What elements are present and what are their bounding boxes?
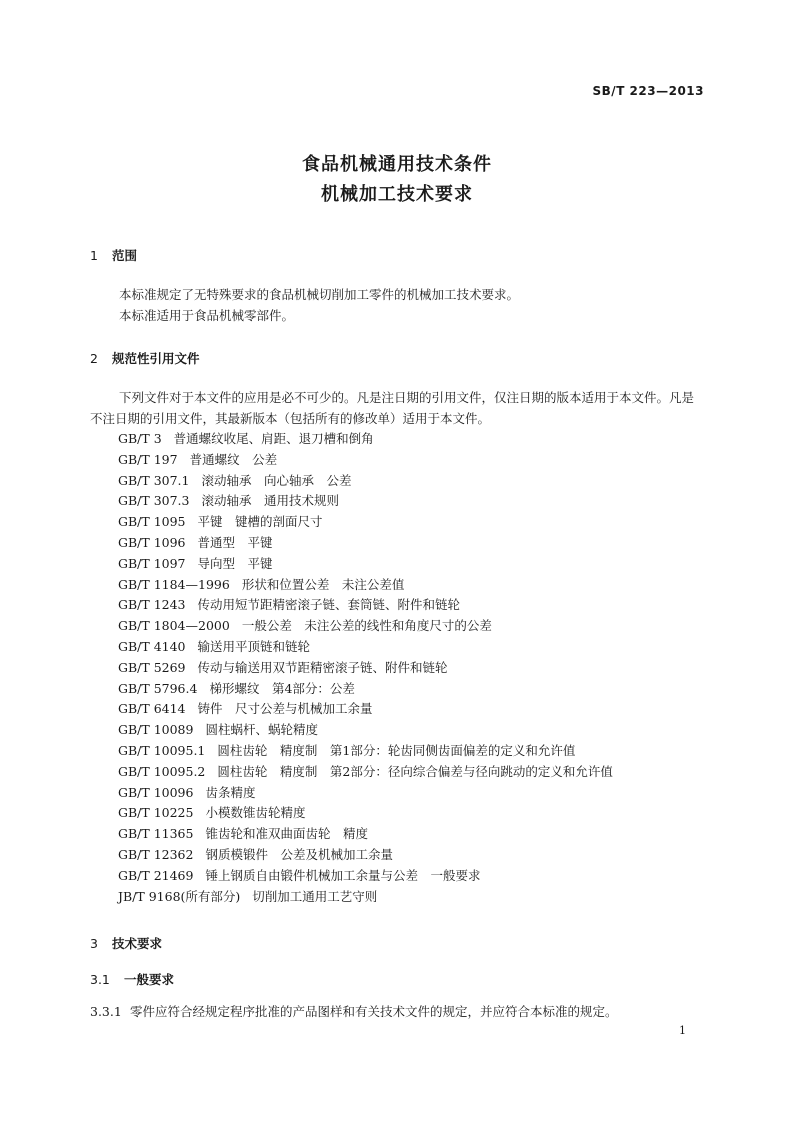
references-intro: 下列文件对于本文件的应用是必不可少的。凡是注日期的引用文件，仅注日期的版本适用于本文件。凡是不注日期的引用文件，其最新版本（包括所有的修改单）适用于本文件。 [90,390,695,426]
reference-code: GB/T 307.1 [118,472,190,488]
reference-code: GB/T 3 [118,431,162,446]
reference-code: GB/T 10225 [118,805,194,821]
reference-code: JB/T 9168(所有部分) [118,888,241,904]
reference-title: 锥齿轮和准双曲面齿轮 精度 [205,826,368,842]
reference-code: GB/T 5269 [118,659,186,675]
reference-code: GB/T 6414 [118,701,186,717]
reference-code: GB/T 12362 [118,846,194,862]
reference-item [118,824,613,845]
reference-item [118,637,613,658]
reference-title: 圆柱齿轮 精度制 第2部分：径向综合偏差与径向跳动的定义和允许值 [217,763,613,779]
reference-title: 形状和位置公差 未注公差值 [241,576,405,592]
reference-code: GB/T 10096 [118,784,194,800]
reference-item [118,679,613,700]
section-number: 2 [90,351,98,366]
reference-code: GB/T 10095.1 [118,742,206,758]
section-number: 1 [90,248,98,263]
reference-code: GB/T 1243 [118,597,186,613]
document-code: SB/T 223—2013 [592,84,704,98]
reference-item [118,845,613,866]
reference-title: 滚动轴承 通用技术规则 [201,493,339,509]
reference-title: 传动用短节距精密滚子链、套筒链、附件和链轮 [197,597,461,613]
reference-title: 一般公差 未注公差的线性和角度尺寸的公差 [241,618,492,634]
reference-title: 输送用平顶链和链轮 [197,638,311,654]
reference-code: GB/T 197 [118,451,178,467]
section-number: 3 [90,936,98,951]
reference-title: 圆柱蜗杆、蜗轮精度 [205,722,318,738]
reference-item [118,887,613,908]
reference-item [118,803,613,824]
reference-code: GB/T 307.3 [118,493,190,509]
section-title: 范围 [112,248,138,263]
reference-item [118,512,613,533]
reference-item [118,762,613,783]
reference-item [118,595,613,616]
reference-item [118,658,613,679]
reference-title: 导向型 平键 [197,555,273,571]
reference-code: GB/T 1095 [118,514,186,530]
section-title: 规范性引用文件 [112,351,200,366]
section-title: 技术要求 [112,936,163,951]
section-1-heading [90,246,137,264]
reference-code: GB/T 10089 [118,722,194,738]
subsection-3-1-heading [90,970,174,988]
reference-item [118,699,613,720]
reference-code: GB/T 1184—1996 [118,576,230,592]
reference-code: GB/T 4140 [118,638,186,654]
clause-3-3-1 [90,1002,618,1020]
scope-paragraph-1: 本标准规定了无特殊要求的食品机械切削加工零件的机械加工技术要求。 [119,287,520,302]
reference-item [118,554,613,575]
reference-title: 小模数锥齿轮精度 [205,805,306,821]
reference-list [118,429,613,907]
reference-code: GB/T 1097 [118,555,186,571]
reference-item [118,533,613,554]
document-title-line1: 食品机械通用技术条件 [302,154,492,175]
reference-item [118,491,613,512]
reference-title: 圆柱齿轮 精度制 第1部分：轮齿同侧齿面偏差的定义和允许值 [217,742,576,758]
reference-item [118,866,613,887]
reference-title: 梯形螺纹 第4部分：公差 [209,680,355,696]
reference-title: 切削加工通用工艺守则 [252,888,378,904]
subsection-number: 3.1 [90,972,110,987]
clause-text: 零件应符合经规定程序批准的产品图样和有关技术文件的规定，并应符合本标准的规定。 [130,1004,618,1019]
document-title-line2: 机械加工技术要求 [321,184,473,205]
page-number: 1 [679,1024,686,1037]
reference-title: 普通螺纹 公差 [189,451,278,467]
reference-item [118,783,613,804]
reference-title: 锤上钢质自由锻件机械加工余量与公差 一般要求 [205,867,481,883]
reference-item [118,616,613,637]
reference-title: 铸件 尺寸公差与机械加工余量 [197,701,373,717]
subsection-title: 一般要求 [124,972,175,987]
reference-title: 传动与输送用双节距精密滚子链、附件和链轮 [197,659,448,675]
reference-item [118,429,613,450]
reference-item [118,471,613,492]
reference-item [118,450,613,471]
reference-title: 平键 键槽的剖面尺寸 [197,514,323,530]
section-3-heading [90,934,162,952]
reference-code: GB/T 11365 [118,826,194,842]
reference-title: 滚动轴承 向心轴承 公差 [201,472,352,488]
clause-number: 3.3.1 [90,1004,122,1019]
reference-title: 齿条精度 [205,784,256,800]
reference-item [118,741,613,762]
reference-title: 钢质模锻件 公差及机械加工余量 [205,846,393,862]
reference-title: 普通螺纹收尾、肩距、退刀槽和倒角 [173,431,374,446]
reference-title: 普通型 平键 [197,534,273,550]
reference-item [118,720,613,741]
reference-code: GB/T 5796.4 [118,680,198,696]
scope-paragraph-2: 本标准适用于食品机械零部件。 [119,308,295,323]
reference-code: GB/T 1096 [118,534,186,550]
reference-item [118,575,613,596]
section-2-heading [90,349,200,367]
reference-code: GB/T 21469 [118,867,194,883]
reference-code: GB/T 10095.2 [118,763,206,779]
reference-code: GB/T 1804—2000 [118,618,230,634]
